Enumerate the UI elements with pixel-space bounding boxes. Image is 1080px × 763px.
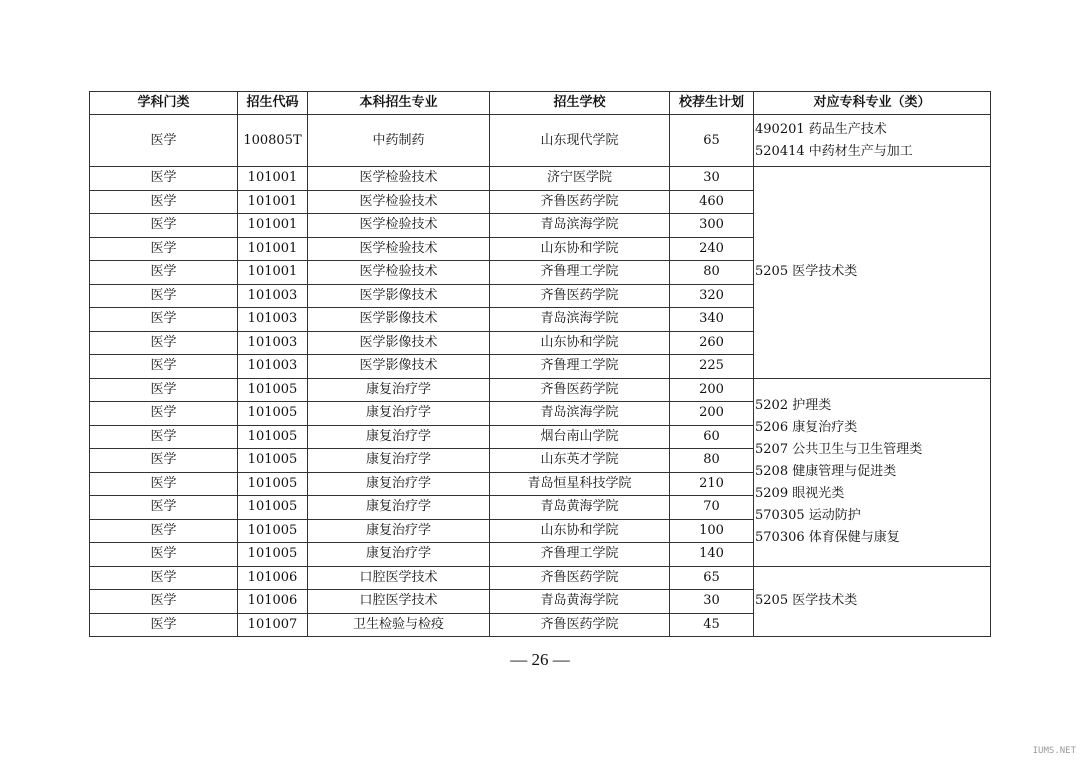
plan-cell: 200 [670,402,754,426]
plan-cell: 70 [670,496,754,520]
category-cell: 医学 [90,613,238,637]
plan-cell: 65 [670,115,754,167]
school-cell: 山东现代学院 [490,115,670,167]
category-cell: 医学 [90,472,238,496]
plan-cell: 240 [670,237,754,261]
category-cell: 医学 [90,496,238,520]
vocational-major-line: 490201 药品生产技术 [755,121,887,137]
major-name-cell: 中药制药 [308,115,490,167]
major-name-cell: 康复治疗学 [308,496,490,520]
table-row [90,167,991,191]
major-name-cell: 医学检验技术 [308,214,490,238]
vocational-major-line: 5206 康复治疗类 [755,420,858,435]
code-cell: 101003 [238,331,308,355]
code-cell: 101005 [238,449,308,473]
vocational-major-line: 5202 护理类 [755,398,832,413]
major-name-cell: 医学检验技术 [308,237,490,261]
code-cell: 101006 [238,590,308,614]
category-cell: 医学 [90,590,238,614]
code-cell: 101003 [238,355,308,379]
category-cell: 医学 [90,519,238,543]
plan-cell: 45 [670,613,754,637]
plan-cell: 80 [670,449,754,473]
category-cell: 医学 [90,566,238,590]
plan-cell: 460 [670,190,754,214]
code-cell: 101005 [238,543,308,567]
major-name-cell: 口腔医学技术 [308,566,490,590]
vocational-major-line: 520414 中药材生产与加工 [755,143,913,159]
watermark: IUMS.NET [1032,746,1076,756]
category-cell: 医学 [90,355,238,379]
table-row [90,566,991,590]
category-cell: 医学 [90,331,238,355]
school-cell: 齐鲁医药学院 [490,566,670,590]
school-cell: 齐鲁理工学院 [490,355,670,379]
category-cell: 医学 [90,167,238,191]
code-cell: 101001 [238,167,308,191]
school-cell: 齐鲁医药学院 [490,613,670,637]
plan-cell: 300 [670,214,754,238]
table-header-row [90,92,991,115]
school-cell: 青岛黄海学院 [490,590,670,614]
vocational-major-line: 570306 体育保健与康复 [755,530,900,545]
vocational-major-cell [754,566,991,637]
header-code: 招生代码 [238,92,308,115]
major-name-cell: 康复治疗学 [308,402,490,426]
school-cell: 齐鲁医药学院 [490,378,670,402]
code-cell: 101005 [238,472,308,496]
plan-cell: 140 [670,543,754,567]
header-category: 学科门类 [90,92,238,115]
major-name-cell: 康复治疗学 [308,378,490,402]
school-cell: 济宁医学院 [490,167,670,191]
school-cell: 山东协和学院 [490,519,670,543]
category-cell: 医学 [90,115,238,167]
vocational-major-line: 5205 医学技术类 [755,593,858,609]
code-cell: 101005 [238,378,308,402]
major-name-cell: 医学检验技术 [308,261,490,285]
category-cell: 医学 [90,237,238,261]
vocational-major-line: 5207 公共卫生与卫生管理类 [755,442,923,457]
code-cell: 101001 [238,214,308,238]
school-cell: 山东协和学院 [490,237,670,261]
vocational-major-cell [754,167,991,379]
code-cell: 101001 [238,190,308,214]
code-cell: 101005 [238,519,308,543]
plan-cell: 80 [670,261,754,285]
school-cell: 齐鲁理工学院 [490,261,670,285]
plan-cell: 30 [670,590,754,614]
header-school: 招生学校 [490,92,670,115]
major-name-cell: 康复治疗学 [308,425,490,449]
code-cell: 101005 [238,496,308,520]
school-cell: 山东英才学院 [490,449,670,473]
vocational-major-line: 570305 运动防护 [755,508,861,523]
vocational-major-line: 5205 医学技术类 [755,264,858,280]
school-cell: 齐鲁医药学院 [490,190,670,214]
plan-cell: 210 [670,472,754,496]
code-cell: 101005 [238,402,308,426]
plan-cell: 320 [670,284,754,308]
vocational-major-cell [754,115,991,167]
category-cell: 医学 [90,214,238,238]
page-number: — 26 — [510,650,570,669]
major-name-cell: 康复治疗学 [308,543,490,567]
school-cell: 青岛滨海学院 [490,308,670,332]
plan-cell: 30 [670,167,754,191]
code-cell: 101001 [238,261,308,285]
plan-cell: 60 [670,425,754,449]
category-cell: 医学 [90,402,238,426]
header-vocational: 对应专科专业（类） [754,92,991,115]
school-cell: 青岛滨海学院 [490,402,670,426]
plan-cell: 260 [670,331,754,355]
vocational-major-cell [754,378,991,566]
plan-cell: 225 [670,355,754,379]
school-cell: 齐鲁医药学院 [490,284,670,308]
enrollment-table [89,91,991,637]
code-cell: 101001 [238,237,308,261]
plan-cell: 65 [670,566,754,590]
table-body [90,115,991,637]
plan-cell: 200 [670,378,754,402]
major-name-cell: 康复治疗学 [308,449,490,473]
code-cell: 101005 [238,425,308,449]
vocational-major-line: 5208 健康管理与促进类 [755,464,897,479]
major-name-cell: 医学检验技术 [308,190,490,214]
category-cell: 医学 [90,284,238,308]
major-name-cell: 口腔医学技术 [308,590,490,614]
category-cell: 医学 [90,543,238,567]
code-cell: 101003 [238,308,308,332]
major-name-cell: 康复治疗学 [308,472,490,496]
major-name-cell: 卫生检验与检疫 [308,613,490,637]
school-cell: 山东协和学院 [490,331,670,355]
category-cell: 医学 [90,425,238,449]
school-cell: 烟台南山学院 [490,425,670,449]
plan-cell: 340 [670,308,754,332]
major-name-cell: 医学影像技术 [308,355,490,379]
school-cell: 青岛黄海学院 [490,496,670,520]
table-row [90,115,991,167]
category-cell: 医学 [90,261,238,285]
category-cell: 医学 [90,378,238,402]
category-cell: 医学 [90,308,238,332]
code-cell: 101003 [238,284,308,308]
major-name-cell: 医学检验技术 [308,167,490,191]
school-cell: 青岛恒星科技学院 [490,472,670,496]
vocational-major-line: 5209 眼视光类 [755,486,845,501]
school-cell: 青岛滨海学院 [490,214,670,238]
category-cell: 医学 [90,190,238,214]
code-cell: 101006 [238,566,308,590]
category-cell: 医学 [90,449,238,473]
major-name-cell: 医学影像技术 [308,308,490,332]
table-row [90,378,991,402]
code-cell: 101007 [238,613,308,637]
header-major: 本科招生专业 [308,92,490,115]
major-name-cell: 康复治疗学 [308,519,490,543]
major-name-cell: 医学影像技术 [308,331,490,355]
code-cell: 100805T [238,115,308,167]
school-cell: 齐鲁理工学院 [490,543,670,567]
plan-cell: 100 [670,519,754,543]
header-plan: 校荐生计划 [670,92,754,115]
major-name-cell: 医学影像技术 [308,284,490,308]
